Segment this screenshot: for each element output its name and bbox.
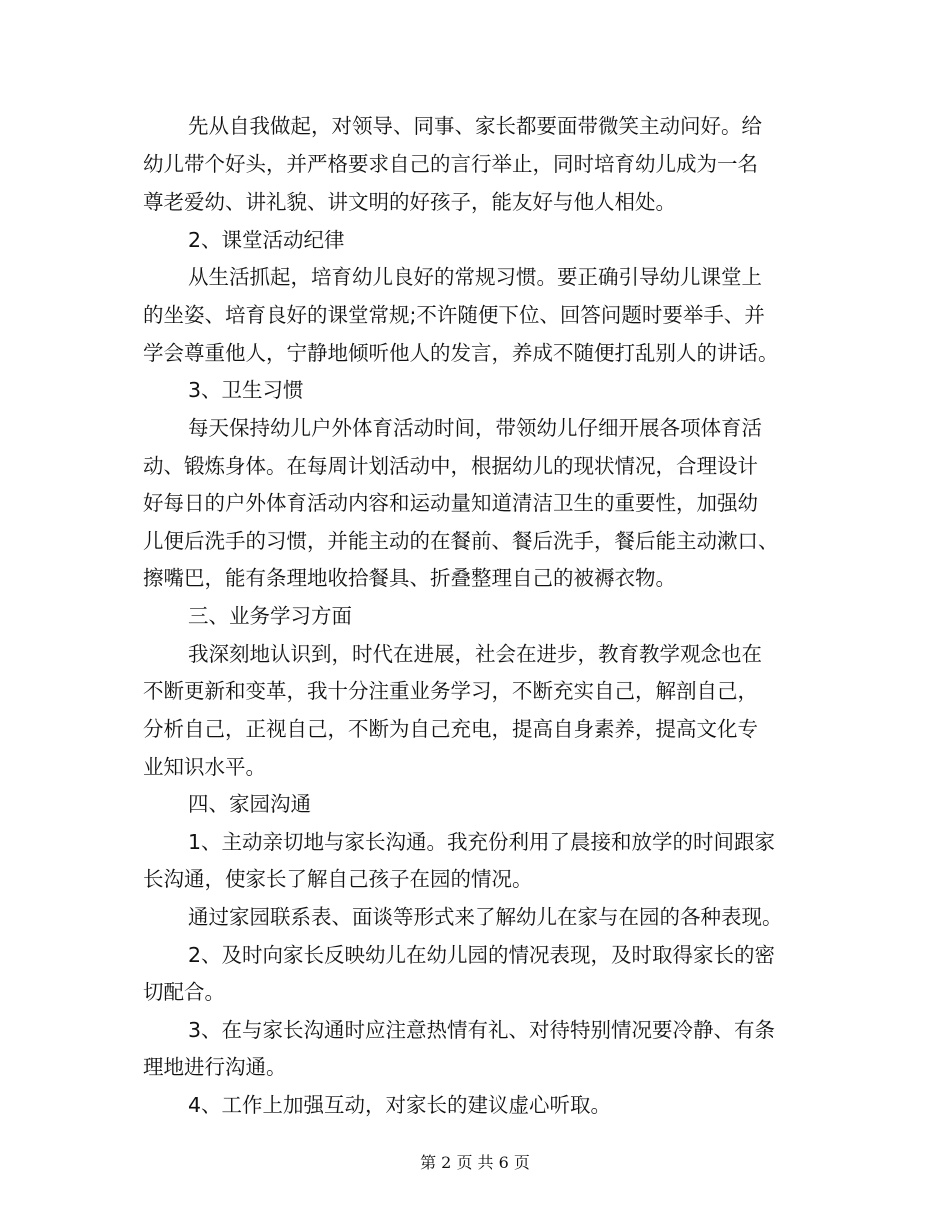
paragraph-line: 动、锻炼身体。在每周计划活动中，根据幼儿的现状情况，合理设计 xyxy=(143,454,758,478)
paragraph-line: 学会尊重他人，宁静地倾听他人的发言，养成不随便打乱别人的讲话。 xyxy=(143,341,779,365)
paragraph-line: 好每日的户外体育活动内容和运动量知道清洁卫生的重要性，加强幼 xyxy=(143,491,758,515)
paragraph-line: 通过家园联系表、面谈等形式来了解幼儿在家与在园的各种表现。 xyxy=(188,905,783,929)
paragraph-line: 3、在与家长沟通时应注意热情有礼、对待特别情况要冷静、有条 xyxy=(188,1018,776,1042)
section-heading: 2、课堂活动纪律 xyxy=(188,228,345,252)
paragraph-line: 我深刻地认识到，时代在进展，社会在进步，教育教学观念也在 xyxy=(188,642,762,666)
paragraph-line: 每天保持幼儿户外体育活动时间，带领幼儿仔细开展各项体育活 xyxy=(188,416,762,440)
paragraph-line: 幼儿带个好头，并严格要求自己的言行举止，同时培育幼儿成为一名 xyxy=(143,152,758,176)
section-heading: 3、卫生习惯 xyxy=(188,378,304,402)
paragraph-line: 业知识水平。 xyxy=(143,755,266,779)
paragraph-line: 的坐姿、培育良好的课堂常规;不许随便下位、回答问题时要举手、并 xyxy=(143,303,765,327)
paragraph-line: 4、工作上加强互动，对家长的建议虚心听取。 xyxy=(188,1093,612,1117)
section-heading: 三、业务学习方面 xyxy=(188,604,352,628)
paragraph-line: 分析自己，正视自己，不断为自己充电，提高自身素养，提高文化专 xyxy=(143,717,758,741)
paragraph-line: 先从自我做起，对领导、同事、家长都要面带微笑主动问好。给 xyxy=(188,114,762,138)
paragraph-line: 尊老爱幼、讲礼貌、讲文明的好孩子，能友好与他人相处。 xyxy=(143,190,676,214)
paragraph-line: 不断更新和变革，我十分注重业务学习，不断充实自己，解剖自己， xyxy=(143,679,758,703)
page-number-footer: 第 2 页 共 6 页 xyxy=(420,1153,530,1172)
paragraph-line: 儿便后洗手的习惯，并能主动的在餐前、餐后洗手，餐后能主动漱口、 xyxy=(143,529,779,553)
paragraph-line: 1、主动亲切地与家长沟通。我充份利用了晨接和放学的时间跟家 xyxy=(188,830,776,854)
paragraph-line: 擦嘴巴，能有条理地收拾餐具、折叠整理自己的被褥衣物。 xyxy=(143,566,676,590)
paragraph-line: 长沟通，使家长了解自己孩子在园的情况。 xyxy=(143,867,533,891)
paragraph-line: 切配合。 xyxy=(143,980,225,1004)
paragraph-line: 2、及时向家长反映幼儿在幼儿园的情况表现，及时取得家长的密 xyxy=(188,943,776,967)
paragraph-line: 从生活抓起，培育幼儿良好的常规习惯。要正确引导幼儿课堂上 xyxy=(188,265,762,289)
paragraph-line: 理地进行沟通。 xyxy=(143,1055,287,1079)
section-heading: 四、家园沟通 xyxy=(188,792,311,816)
